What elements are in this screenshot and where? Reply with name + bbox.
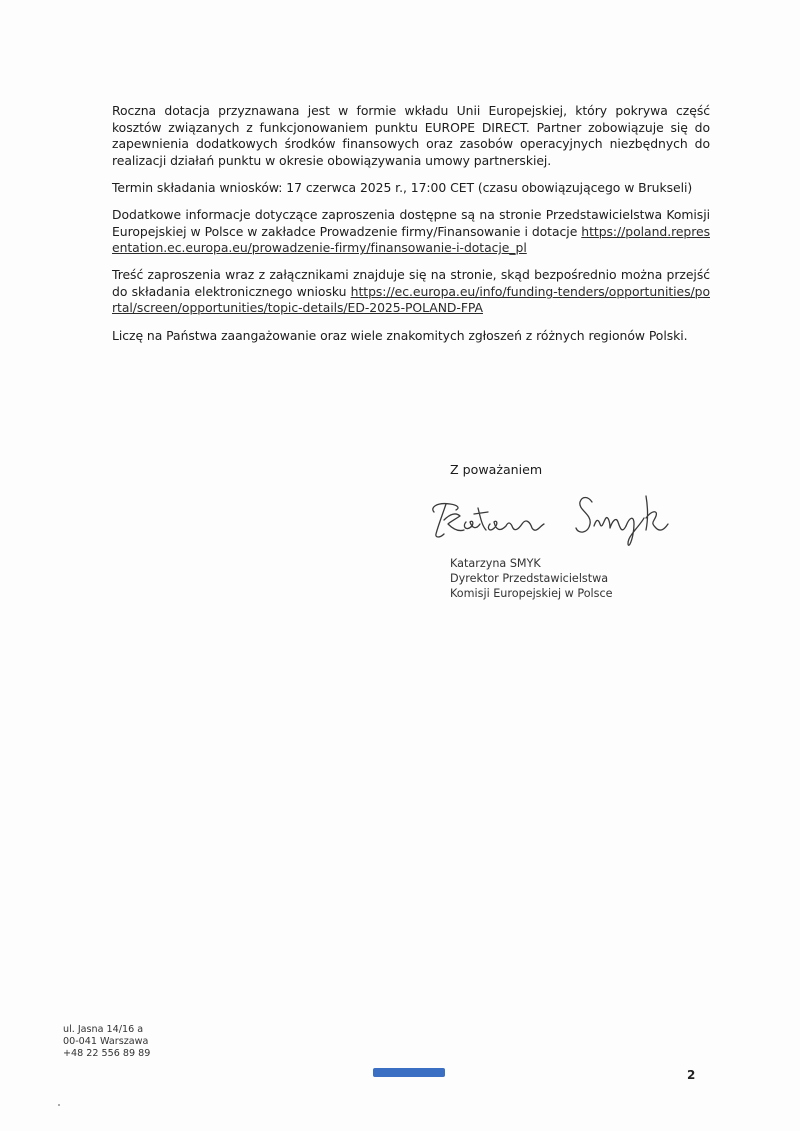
footer-address	[63, 1024, 150, 1060]
paragraph-info-text: Dodatkowe informacje dotyczące zaproszenia dostępne są na stronie Przedstawicielstwa Komisji Europejskiej w Polsce w zakładce Prowadzenie firmy/Finansowanie i dotacje	[112, 206, 710, 239]
signer-institution: Komisji Europejskiej w Polsce	[450, 587, 613, 600]
handwritten-signature	[420, 482, 690, 552]
paragraph-closing-wish	[112, 328, 710, 345]
representation-link[interactable]: https://poland.representation.ec.europa.eu/prowadzenie-firmy/finansowanie-i-dotacje_pl	[112, 223, 710, 256]
paragraph-call-text: Treść zaproszenia wraz z załącznikami znajduje się na stronie, skąd bezpośrednio można przejść do składania elektronicznego wniosku	[112, 267, 710, 299]
letter-body	[112, 103, 710, 355]
signer-block	[450, 556, 613, 601]
funding-tenders-link[interactable]: https://ec.europa.eu/info/funding-tenders/opportunities/portal/screen/opportunities/topic-details/ED-2025-POLAND-FPA	[112, 283, 710, 316]
signer-name: Katarzyna SMYK	[450, 557, 541, 570]
paragraph-closing-wish-text: Liczę na Państwa zaangażowanie oraz wiele znakomitych zgłoszeń z różnych regionów Polski.	[112, 327, 688, 343]
address-city: 00-041 Warszawa	[63, 1036, 149, 1047]
page-number: 2	[687, 1068, 696, 1082]
paragraph-call	[112, 267, 710, 317]
signer-title: Dyrektor Przedstawicielstwa	[450, 572, 609, 585]
paragraph-funding-text: Roczna dotacja przyznawana jest w formie wkładu Unii Europejskiej, który pokrywa część kosztów związanych z funkcjonowaniem punktu EUROPE DIRECT. Partner zobowiązuje się do zapewnienia dodatkowych środków finansowych oraz zasobów operacyjnych niezbędnych do realizacji działań punktu w okresie obowiązywania umowy partnerskiej.	[112, 103, 710, 168]
paragraph-funding	[112, 103, 710, 169]
closing-salutation: Z poważaniem	[450, 462, 543, 477]
address-phone: +48 22 556 89 89	[63, 1048, 151, 1059]
page-marker-bar	[373, 1068, 445, 1077]
paragraph-deadline-text: Termin składania wniosków: 17 czerwca 2025 r., 17:00 CET (czasu obowiązującego w Brukseli)	[112, 179, 693, 195]
paragraph-deadline	[112, 180, 710, 197]
scan-speck	[58, 1104, 60, 1106]
address-street: ul. Jasna 14/16 a	[63, 1024, 144, 1035]
paragraph-info	[112, 207, 710, 257]
